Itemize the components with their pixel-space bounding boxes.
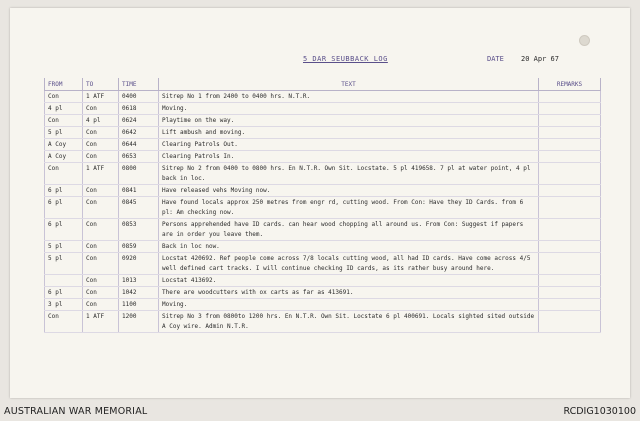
cell-time: 0841 bbox=[119, 185, 159, 197]
cell-remarks bbox=[539, 91, 601, 103]
cell-remarks bbox=[539, 197, 601, 219]
log-row bbox=[45, 139, 601, 151]
column-time: TIME bbox=[119, 78, 159, 91]
cell-from: 5 pl bbox=[45, 253, 83, 275]
cell-text: There are woodcutters with ox carts as far as 413691. bbox=[159, 287, 539, 299]
cell-remarks bbox=[539, 241, 601, 253]
cell-to: 1 ATF bbox=[83, 91, 119, 103]
cell-to: Con bbox=[83, 241, 119, 253]
footer-institution: AUSTRALIAN WAR MEMORIAL bbox=[4, 406, 148, 417]
column-remarks: REMARKS bbox=[539, 78, 601, 91]
cell-remarks bbox=[539, 103, 601, 115]
cell-time: 0400 bbox=[119, 91, 159, 103]
cell-time: 0859 bbox=[119, 241, 159, 253]
cell-to: Con bbox=[83, 139, 119, 151]
cell-from: 4 pl bbox=[45, 103, 83, 115]
cell-to: Con bbox=[83, 287, 119, 299]
cell-from: Con bbox=[45, 115, 83, 127]
date-label: DATE bbox=[487, 55, 504, 63]
log-row bbox=[45, 185, 601, 197]
log-row bbox=[45, 311, 601, 333]
cell-time: 1013 bbox=[119, 275, 159, 287]
cell-time: 1100 bbox=[119, 299, 159, 311]
cell-from: 5 pl bbox=[45, 241, 83, 253]
column-to: TO bbox=[83, 78, 119, 91]
cell-time: 0624 bbox=[119, 115, 159, 127]
log-row bbox=[45, 219, 601, 241]
cell-text: Clearing Patrols Out. bbox=[159, 139, 539, 151]
cell-from: 3 pl bbox=[45, 299, 83, 311]
cell-time: 0920 bbox=[119, 253, 159, 275]
cell-remarks bbox=[539, 299, 601, 311]
cell-remarks bbox=[539, 219, 601, 241]
cell-time: 0800 bbox=[119, 163, 159, 185]
cell-to: Con bbox=[83, 185, 119, 197]
log-row bbox=[45, 115, 601, 127]
cell-text: Lift ambush and moving. bbox=[159, 127, 539, 139]
log-row bbox=[45, 163, 601, 185]
log-row bbox=[45, 275, 601, 287]
cell-text: Locstat 413692. bbox=[159, 275, 539, 287]
cell-time: 0644 bbox=[119, 139, 159, 151]
cell-remarks bbox=[539, 253, 601, 275]
cell-from: A Coy bbox=[45, 151, 83, 163]
cell-text: Back in loc now. bbox=[159, 241, 539, 253]
cell-to: Con bbox=[83, 219, 119, 241]
cell-from: 5 pl bbox=[45, 127, 83, 139]
cell-time: 0618 bbox=[119, 103, 159, 115]
cell-from: Con bbox=[45, 163, 83, 185]
column-text: TEXT bbox=[159, 78, 539, 91]
cell-text: Locstat 420692. Ref people come across 7/8 locals cutting wood, all had ID cards. Have come across 4/5 well defined cart tracks. I will continue checking ID cards, as its rather busy around here. bbox=[159, 253, 539, 275]
cell-text: Have found locals approx 250 metres from engr rd, cutting wood. From Con: Have they ID Cards. from 6 pl: Am checking now. bbox=[159, 197, 539, 219]
cell-remarks bbox=[539, 185, 601, 197]
cell-time: 0642 bbox=[119, 127, 159, 139]
log-table bbox=[44, 78, 601, 333]
cell-time: 1042 bbox=[119, 287, 159, 299]
cell-remarks bbox=[539, 163, 601, 185]
log-row bbox=[45, 253, 601, 275]
cell-time: 1200 bbox=[119, 311, 159, 333]
footer-record-id: RCDIG1030100 bbox=[563, 406, 636, 417]
cell-remarks bbox=[539, 127, 601, 139]
log-row bbox=[45, 103, 601, 115]
cell-time: 0653 bbox=[119, 151, 159, 163]
log-row bbox=[45, 91, 601, 103]
cell-text: Sitrep No 3 from 0800to 1200 hrs. En N.T.R. Own Sit. Locstate 6 pl 400691. Locals sighted sited outside A Coy wire. Admin N.T.R. bbox=[159, 311, 539, 333]
log-body bbox=[45, 91, 601, 333]
cell-text: Clearing Patrols In. bbox=[159, 151, 539, 163]
cell-remarks bbox=[539, 287, 601, 299]
cell-text: Sitrep No 1 from 2400 to 0400 hrs. N.T.R. bbox=[159, 91, 539, 103]
cell-to: Con bbox=[83, 127, 119, 139]
header-row bbox=[45, 78, 601, 91]
cell-to: Con bbox=[83, 197, 119, 219]
log-row bbox=[45, 127, 601, 139]
cell-from bbox=[45, 275, 83, 287]
cell-from: 6 pl bbox=[45, 185, 83, 197]
cell-from: Con bbox=[45, 91, 83, 103]
cell-to: Con bbox=[83, 299, 119, 311]
cell-text: Playtime on the way. bbox=[159, 115, 539, 127]
cell-remarks bbox=[539, 139, 601, 151]
log-title: 5 DAR SEUBBACK LOG bbox=[303, 55, 388, 63]
cell-text: Moving. bbox=[159, 299, 539, 311]
log-row bbox=[45, 151, 601, 163]
cell-to: Con bbox=[83, 253, 119, 275]
cell-from: A Coy bbox=[45, 139, 83, 151]
cell-remarks bbox=[539, 275, 601, 287]
cell-from: 6 pl bbox=[45, 219, 83, 241]
cell-to: Con bbox=[83, 103, 119, 115]
cell-remarks bbox=[539, 115, 601, 127]
cell-time: 0853 bbox=[119, 219, 159, 241]
cell-from: 6 pl bbox=[45, 287, 83, 299]
cell-text: Persons apprehended have ID cards. can hear wood chopping all around us. From Con: Suggest if papers are in order you leave them. bbox=[159, 219, 539, 241]
column-from: FROM bbox=[45, 78, 83, 91]
log-row bbox=[45, 299, 601, 311]
date-value: 20 Apr 67 bbox=[521, 55, 559, 63]
cell-text: Moving. bbox=[159, 103, 539, 115]
cell-to: 1 ATF bbox=[83, 311, 119, 333]
log-row bbox=[45, 241, 601, 253]
cell-text: Have released vehs Moving now. bbox=[159, 185, 539, 197]
log-row bbox=[45, 197, 601, 219]
cell-from: 6 pl bbox=[45, 197, 83, 219]
punch-hole bbox=[579, 35, 590, 46]
cell-from: Con bbox=[45, 311, 83, 333]
cell-remarks bbox=[539, 311, 601, 333]
cell-to: 4 pl bbox=[83, 115, 119, 127]
log-row bbox=[45, 287, 601, 299]
cell-time: 0845 bbox=[119, 197, 159, 219]
cell-text: Sitrep No 2 from 0400 to 0800 hrs. En N.T.R. Own Sit. Locstate. 5 pl 419658. 7 pl at water point, 4 pl back in loc. bbox=[159, 163, 539, 185]
cell-to: Con bbox=[83, 151, 119, 163]
cell-to: Con bbox=[83, 275, 119, 287]
cell-to: 1 ATF bbox=[83, 163, 119, 185]
cell-remarks bbox=[539, 151, 601, 163]
